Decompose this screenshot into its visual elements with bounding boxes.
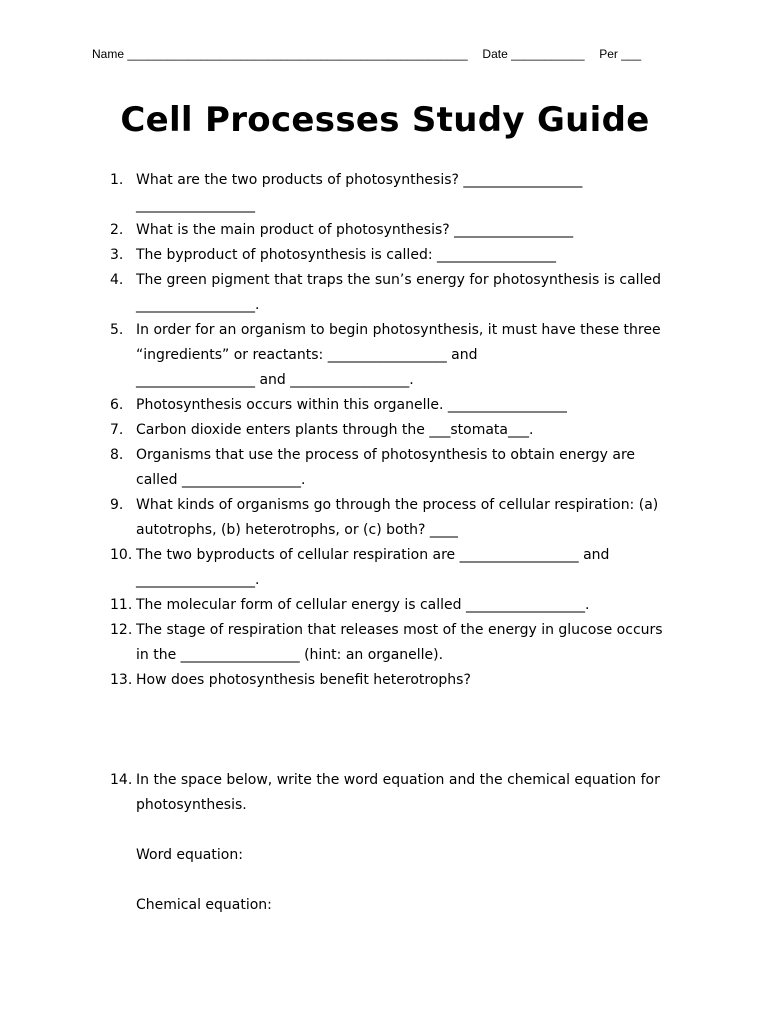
question-7 xyxy=(110,418,710,443)
question-1 xyxy=(110,168,710,218)
question-number: 5. xyxy=(110,322,124,338)
question-text: What are the two products of photosynthesis? _________________ xyxy=(136,172,583,188)
question-number: 1. xyxy=(110,172,124,188)
question-text-cont: _________________ xyxy=(136,197,255,213)
question-text: In the space below, write the word equation and the chemical equation for xyxy=(136,772,660,788)
question-6 xyxy=(110,393,710,418)
question-text-cont: autotrophs, (b) heterotrophs, or (c) both? ____ xyxy=(136,522,458,538)
date-field[interactable]: Date ___________ xyxy=(482,47,585,61)
question-14 xyxy=(110,768,710,918)
question-text: The byproduct of photosynthesis is called: _________________ xyxy=(136,247,556,263)
question-text: Photosynthesis occurs within this organelle. _________________ xyxy=(136,397,567,413)
question-text: The molecular form of cellular energy is called _________________. xyxy=(136,597,590,613)
question-number: 6. xyxy=(110,397,124,413)
question-text-cont: in the _________________ (hint: an organelle). xyxy=(136,647,444,663)
chemical-equation-label: Chemical equation: xyxy=(136,897,272,913)
question-text: In order for an organism to begin photosynthesis, it must have these three xyxy=(136,322,661,338)
question-text: The stage of respiration that releases most of the energy in glucose occurs xyxy=(136,622,663,638)
question-text: The green pigment that traps the sun’s energy for photosynthesis is called xyxy=(136,272,661,288)
question-text-cont: _________________. xyxy=(136,297,260,313)
page-title: Cell Processes Study Guide xyxy=(120,100,650,140)
question-list xyxy=(110,168,710,918)
question-number: 10. xyxy=(110,547,133,563)
question-4 xyxy=(110,268,710,318)
question-number: 11. xyxy=(110,597,133,613)
question-text: Carbon dioxide enters plants through the ___stomata___. xyxy=(136,422,534,438)
period-field[interactable]: Per ___ xyxy=(599,47,642,61)
question-number: 8. xyxy=(110,447,124,463)
question-12 xyxy=(110,618,710,668)
question-text-cont: _________________. xyxy=(136,572,260,588)
question-11 xyxy=(110,593,710,618)
question-text-cont: “ingredients” or reactants: _________________ and xyxy=(136,347,478,363)
name-field[interactable]: Name ___________________________________________________ xyxy=(92,47,468,61)
header-fields xyxy=(92,47,672,61)
question-text-cont: _________________ and _________________. xyxy=(136,372,414,388)
question-text: Organisms that use the process of photosynthesis to obtain energy are xyxy=(136,447,636,463)
question-text: What kinds of organisms go through the process of cellular respiration: (a) xyxy=(136,497,659,513)
question-number: 12. xyxy=(110,622,133,638)
question-5 xyxy=(110,318,710,393)
question-number: 7. xyxy=(110,422,124,438)
question-number: 13. xyxy=(110,672,133,688)
question-text: The two byproducts of cellular respiration are _________________ and xyxy=(136,547,610,563)
question-text: What is the main product of photosynthesis? _________________ xyxy=(136,222,574,238)
question-number: 9. xyxy=(110,497,124,513)
question-text: How does photosynthesis benefit heterotrophs? xyxy=(136,672,471,688)
answer-space[interactable] xyxy=(110,693,710,768)
question-8 xyxy=(110,443,710,493)
question-10 xyxy=(110,543,710,593)
question-number: 3. xyxy=(110,247,124,263)
question-number: 2. xyxy=(110,222,124,238)
question-text-cont: photosynthesis. xyxy=(136,797,247,813)
question-number: 14. xyxy=(110,772,133,788)
question-3 xyxy=(110,243,710,268)
question-9 xyxy=(110,493,710,543)
question-2 xyxy=(110,218,710,243)
question-text-cont: called _________________. xyxy=(136,472,306,488)
question-13 xyxy=(110,668,710,693)
question-number: 4. xyxy=(110,272,124,288)
word-equation-label: Word equation: xyxy=(136,847,243,863)
